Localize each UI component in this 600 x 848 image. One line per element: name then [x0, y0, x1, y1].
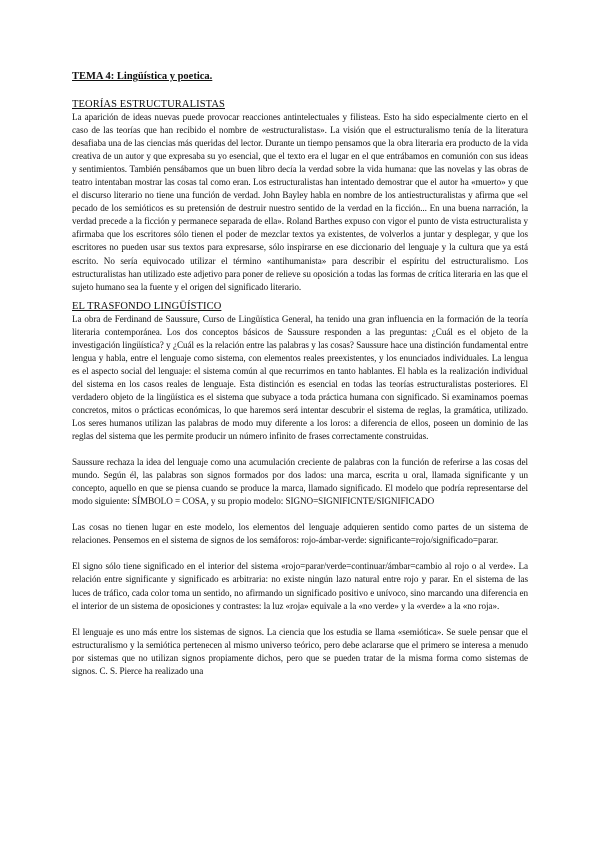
paragraph: Las cosas no tienen lugar en este modelo, los elementos del lenguaje adquieren sentido como partes de un sistema de relaciones. Pensemos en el sistema de signos de los semáforos: rojo-ámbar-verde: significante=rojo/significado=parar. — [72, 522, 528, 546]
document-page — [72, 70, 528, 678]
document-title: TEMA 4: Lingüística y poetica. — [72, 71, 213, 82]
section-heading-teorias: TEORÍAS ESTRUCTURALISTAS — [72, 99, 225, 110]
paragraph: La obra de Ferdinand de Saussure, Curso de Lingüística General, ha tenido una gran influencia en la formación de la teoría literaria contemporánea. Los dos conceptos básicos de Saussure responden a las preguntas: ¿Cuál es el objeto de la investigación lingüística? y ¿Cuál es la relación entre las palabras y las cosas? Saussure hace una distinción fundamental entre lengua y habla, entre el lenguaje como sistema, con elementos reales preexistentes, y los enunciados individuales. La lengua es el aspecto social del lenguaje: el sistema común al que recurrimos en tanto hablantes. El habla es la realización individual del sistema en los casos reales de lenguaje. Esta distinción es esencial en todas las teorías estructuralistas posteriores. El verdadero objeto de la lingüística es el sistema que subyace a toda práctica humana con significado. Si examinamos poemas concretos, mitos o prácticas económicas, lo que haremos será intentar descubrir el sistema de reglas, la gramática, utilizado. Los seres humanos utilizan las palabras de modo muy diferente a los loros: a diferencia de ellos, poseen un dominio de las reglas del sistema que les permite producir un número infinito de frases correctamente construidas. — [72, 313, 528, 442]
paragraph: El signo sólo tiene significado en el interior del sistema «rojo=parar/verde=continuar/ámbar=cambio al rojo o al verde». La relación entre significante y significado es arbitraria: no existe ningún lazo natural entre rojo y parar. En el sistema de las luces de tráfico, cada color toma un sentido, no afirmando un significado positivo e unívoco, sino marcando una diferencia en el interior de un sistema de oposiciones y contrastes: la luz «roja» equivale a la «no verde» y la «verde» a la «no roja». — [72, 561, 528, 611]
paragraph: Saussure rechaza la idea del lenguaje como una acumulación creciente de palabras con la función de referirse a las cosas del mundo. Según él, las palabras son signos formados por dos lados: una marca, escrita u oral, llamada significante y un concepto, aquello en que se piensa cuando se produce la marca, llamado significado. El modelo que podría representarse del modo siguiente: SÍMBOLO = COSA, y su propio modelo: SIGNO=SIGNIFICNTE/SIGNIFICADO — [72, 457, 528, 507]
paragraph: La aparición de ideas nuevas puede provocar reacciones antintelectuales y filisteas. Esto ha sido especialmente cierto en el caso de las teorías que han recibido el nombre de «estructuralistas». La visión que el estructuralismo tenía de la literatura desafiaba una de las ciencias más queridas del lector. Durante un tiempo pensamos que la obra literaria era producto de la vida creativa de un autor y que expresaba su yo esencial, que el texto era el lugar en el que entrábamos en comunión con sus ideas y sentimientos. También pensábamos que un buen libro decía la verdad sobre la vida humana: que las novelas y las obras de teatro intentaban mostrar las cosas tal como eran. Los estructuralistas han intentado demostrar que el autor ha «muerto» y que el discurso literario no tiene una función de verdad. John Bayley habla en nombre de los antiestructuralistas y afirma que «el pecado de los semióticos es su pretensión de destruir nuestro sentido de la verdad en la ficción... En una buena narración, la verdad precede a la ficción y permanece separada de ella». Roland Barthes expuso con vigor el punto de vista estructuralista y afirmaba que los escritores sólo tienen el poder de mezclar textos ya existentes, de volverlos a juntar y desplegar, y que los escritores no pueden usar sus textos para expresarse, sólo inspirarse en ese diccionario del lenguaje y la cultura que ya está escrito. No sería equivocado utilizar el término «antihumanista» para describir el espíritu del estructuralismo. Los estructuralistas han utilizado este adjetivo para poner de relieve su oposición a todas las formas de crítica literaria en las que el sujeto humano sea la fuente y el origen del significado literario. — [72, 112, 528, 292]
paragraph: El lenguaje es uno más entre los sistemas de signos. La ciencia que los estudia se llama «semiótica». Se suele pensar que el estructuralismo y la semiótica pertenecen al mismo universo teórico, pero debe aclararse que el primero se interesa a menudo por sistemas que no utilizan signos propiamente dichos, pero que se pueden tratar de la misma forma como sistemas de signos. C. S. Pierce ha realizado una — [72, 626, 528, 676]
section-heading-trasfondo: EL TRASFONDO LINGÜÍSTICO — [72, 300, 222, 312]
